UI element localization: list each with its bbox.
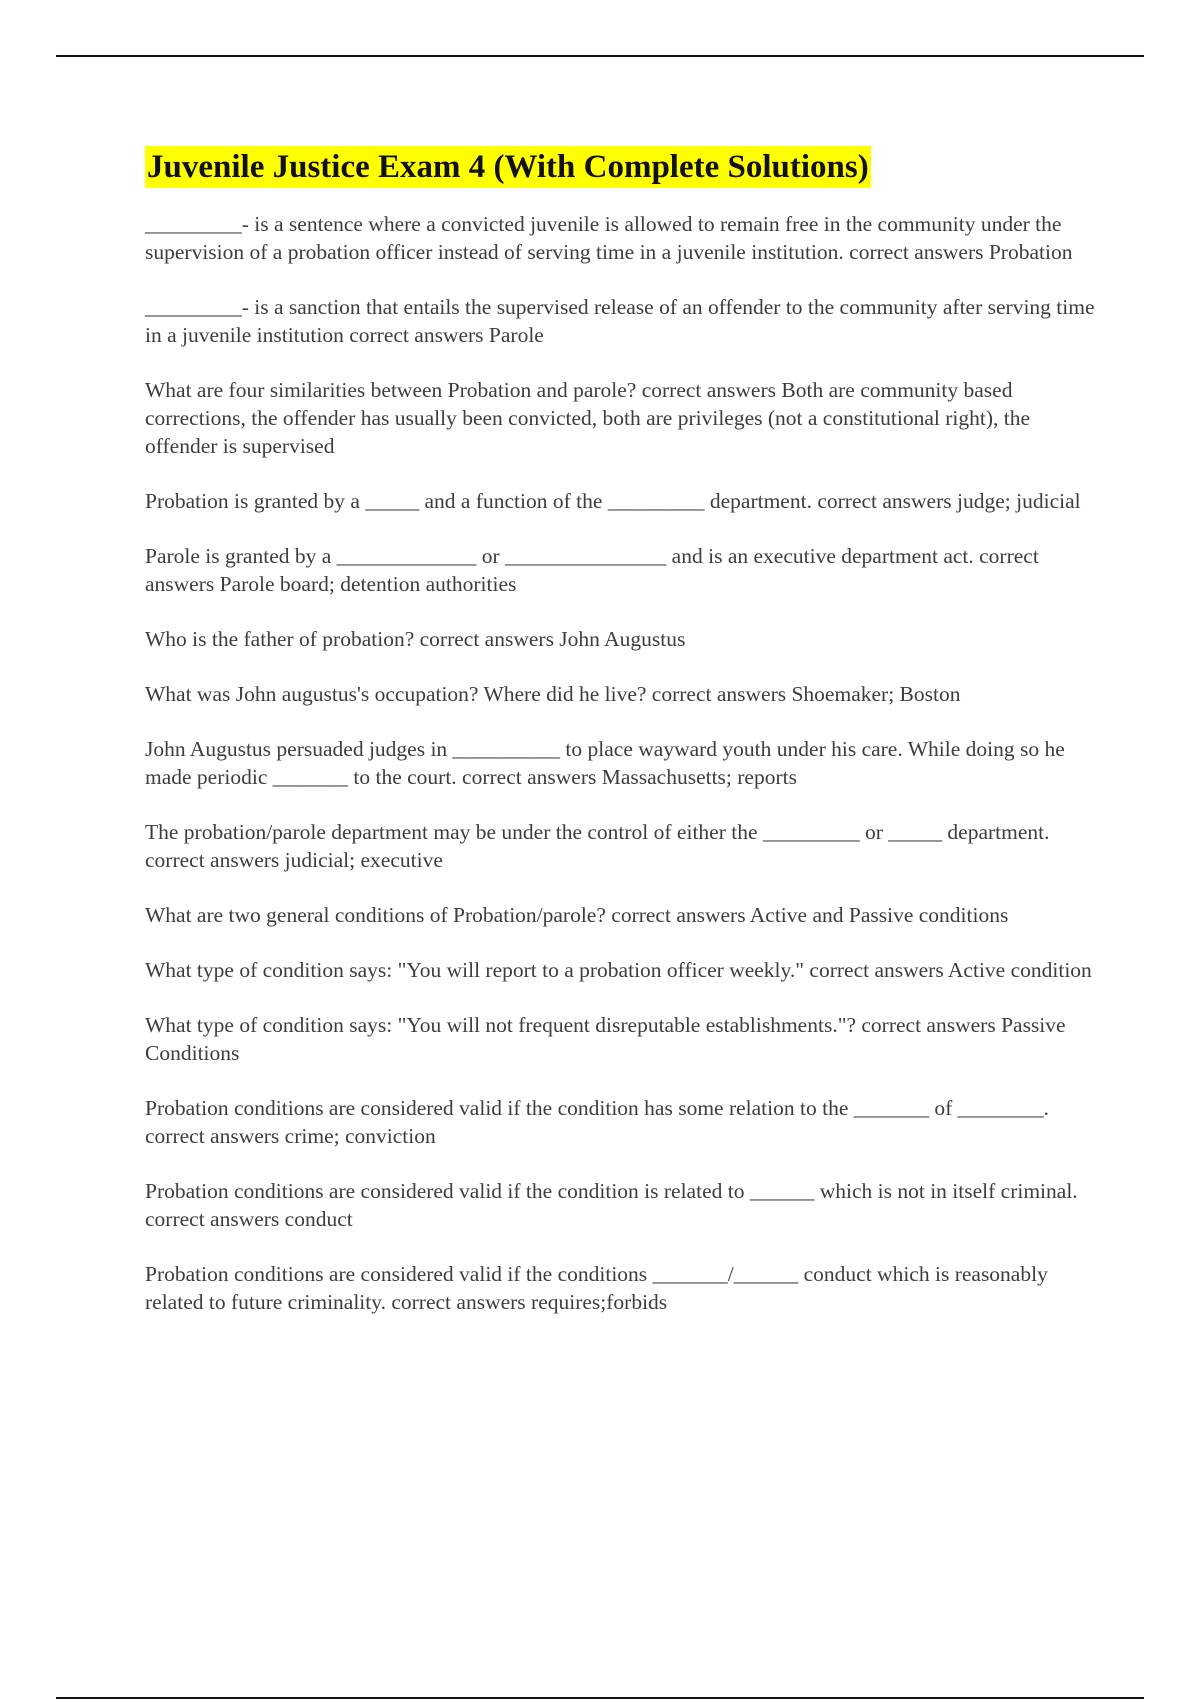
qa-item: What was John augustus's occupation? Where did he live? correct answers Shoemaker; Boston — [145, 682, 961, 706]
qa-item: Probation conditions are considered valid if the condition has some relation to the _______ of ________. correct answers crime; conviction — [145, 1096, 1050, 1148]
qa-list — [145, 210, 1095, 1316]
document-title: Juvenile Justice Exam 4 (With Complete Solutions) — [145, 146, 871, 188]
qa-item: Probation conditions are considered valid if the conditions _______/______ conduct which is reasonably related to future criminality. correct answers requires;forbids — [145, 1262, 1048, 1314]
qa-item: What type of condition says: "You will not frequent disreputable establishments."? correct answers Passive Conditions — [145, 1013, 1066, 1065]
qa-item: Probation is granted by a _____ and a function of the _________ department. correct answers judge; judicial — [145, 489, 1081, 513]
qa-item: _________- is a sentence where a convicted juvenile is allowed to remain free in the community under the supervision of a probation officer instead of serving time in a juvenile institution. correct answers Probation — [145, 212, 1073, 264]
bottom-rule — [56, 1697, 1144, 1699]
qa-item: What are four similarities between Probation and parole? correct answers Both are community based corrections, the offender has usually been convicted, both are privileges (not a constitutional right), the offender is supervised — [145, 378, 1031, 458]
qa-item: John Augustus persuaded judges in __________ to place wayward youth under his care. While doing so he made periodic _______ to the court. correct answers Massachusetts; reports — [145, 737, 1065, 789]
qa-item: _________- is a sanction that entails the supervised release of an offender to the community after serving time in a juvenile institution correct answers Parole — [145, 295, 1095, 347]
qa-item: Probation conditions are considered valid if the condition is related to ______ which is not in itself criminal. correct answers conduct — [145, 1179, 1078, 1231]
qa-item: The probation/parole department may be under the control of either the _________ or _____ department. correct answers judicial; executive — [145, 820, 1050, 872]
qa-item: What are two general conditions of Probation/parole? correct answers Active and Passive conditions — [145, 903, 1009, 927]
document-body — [145, 146, 1095, 1343]
qa-item: What type of condition says: "You will report to a probation officer weekly." correct answers Active condition — [145, 958, 1092, 982]
qa-item: Who is the father of probation? correct answers John Augustus — [145, 627, 686, 651]
qa-item: Parole is granted by a _____________ or _______________ and is an executive department act. correct answers Parole board; detention authorities — [145, 544, 1039, 596]
top-rule — [56, 55, 1144, 57]
